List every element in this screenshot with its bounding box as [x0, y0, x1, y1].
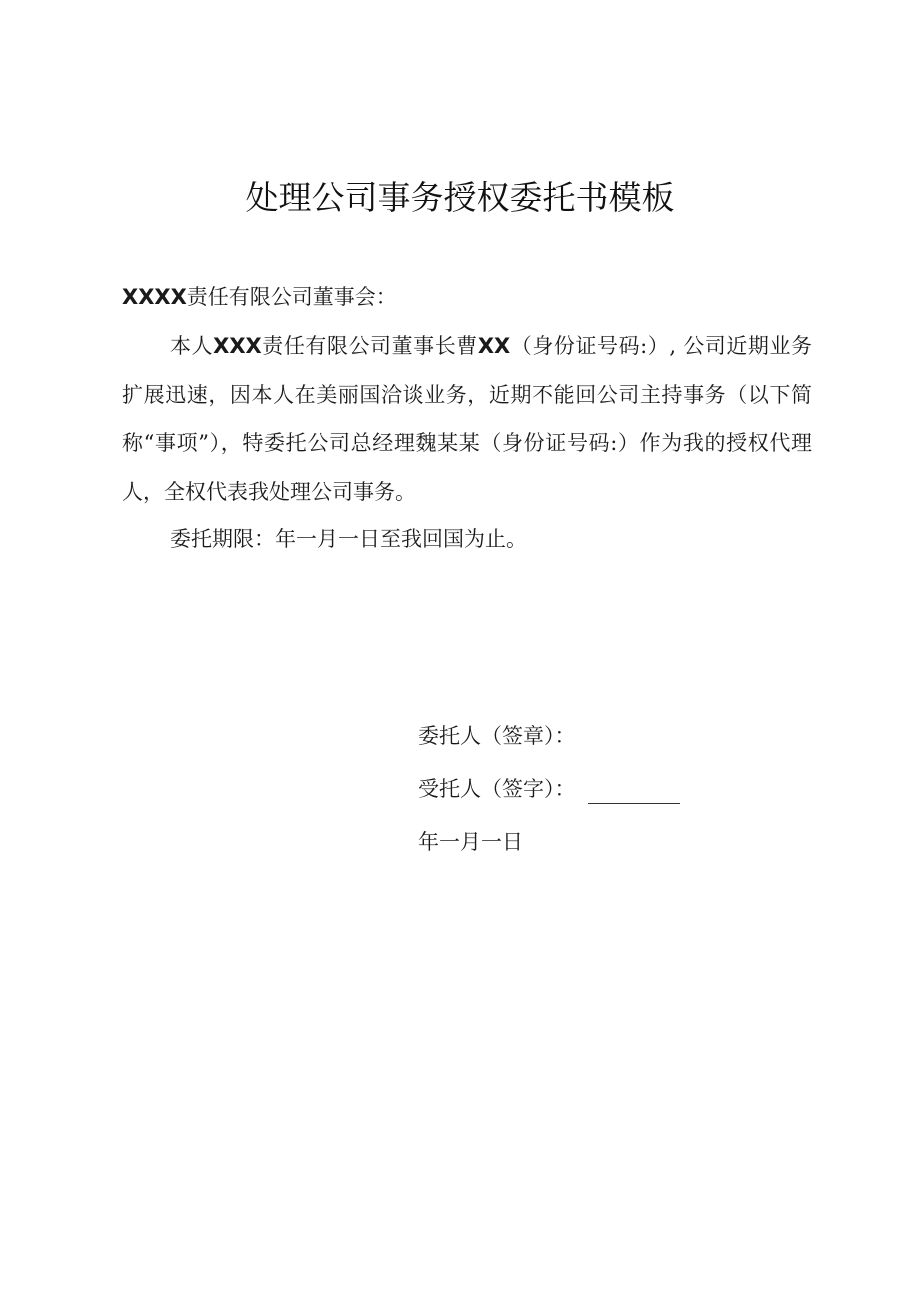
date-line: 年一月一日 [418, 830, 523, 854]
paragraph-text-1: 本人 [170, 334, 214, 358]
agent-label: 受托人（签字）： [418, 777, 576, 801]
company-placeholder: XXX [213, 334, 262, 358]
paragraph-text-2: 责任有限公司董事长曹 [261, 334, 478, 358]
term-paragraph: 委托期限：年一月一日至我回国为止。 [170, 527, 527, 551]
addressee-company-placeholder: XXXX [122, 285, 187, 309]
agent-signature-blank [588, 785, 680, 804]
principal-label: 委托人（签章）： [418, 724, 576, 748]
addressee-text: 责任有限公司董事会： [186, 285, 397, 309]
name-placeholder: XX [477, 334, 511, 358]
paragraph-text-3: （身份证号码:）, 公司近期业务扩展迅速，因本人在美丽国洽谈业务，近期不能回公司主持事务（以下简称“事项”），特委托公司总经理魏某某（身份证号码:）作为我的授权代理人，全权代表我处理公司事务。 [122, 334, 813, 504]
document-title: 处理公司事务授权委托书模板 [245, 178, 675, 217]
principal-signature-line [418, 721, 576, 751]
agent-signature-line [418, 774, 680, 804]
authorization-paragraph [122, 322, 812, 516]
addressee-line [122, 272, 812, 322]
